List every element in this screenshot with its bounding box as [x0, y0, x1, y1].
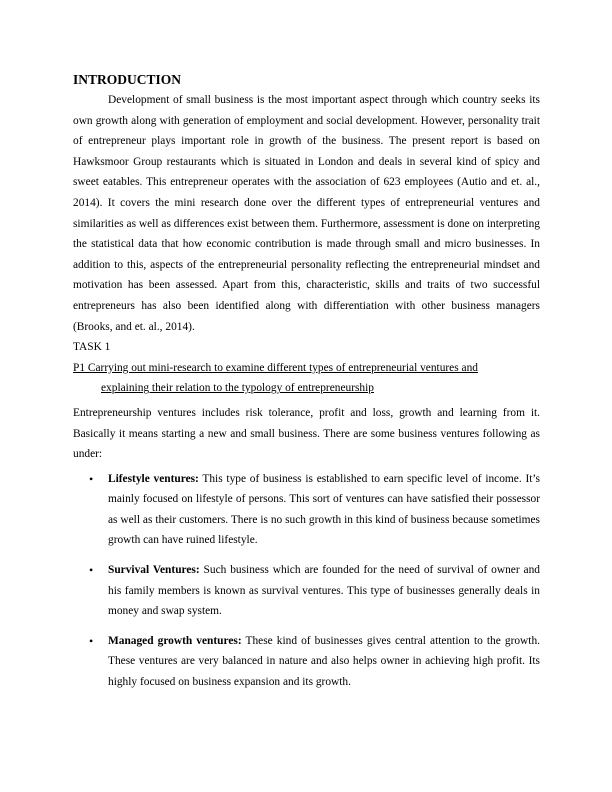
p1-heading-line2: explaining their relation to the typology of entrepreneurship	[101, 382, 374, 395]
list-item-title: Managed growth ventures:	[108, 634, 242, 647]
list-item	[73, 560, 540, 622]
list-item-text: These kind of businesses gives central attention to the growth. These ventures are very balanced in nature and also helps owner in achieving high profit. Its highly focused on business expansion and its growth.	[108, 634, 540, 689]
task-label: TASK 1	[73, 341, 111, 354]
p1-heading-line1: P1 Carrying out mini-research to examine different types of entrepreneurial ventures and	[73, 361, 478, 374]
p1-heading-line2-container	[73, 378, 540, 399]
list-item	[73, 469, 540, 551]
section-heading: INTRODUCTION	[73, 72, 182, 87]
intro-paragraph: Development of small business is the most important aspect through which country seeks its own growth along with generation of employment and social development. However, personality trait of entrepreneur plays important role in growth of the business. The present report is based on Hawksmoor Group restaurants which is situated in London and deals in several kind of spicy and sweet eatables. This entrepreneur operates with the association of 623 employees (Autio and et. al., 2014). It covers the mini research done over the different types of entrepreneurial ventures and similarities as well as differences exist between them. Furthermore, assessment is done on interpreting the statistical data that how economic contribution is made through small and micro businesses. In addition to this, aspects of the entrepreneurial personality reflecting the entrepreneurial mindset and motivation has been assessed. Apart from this, characteristic, skills and traits of two successful entrepreneurs has also been identified along with differentiation with other business managers (Brooks, and et. al., 2014).	[73, 94, 540, 333]
bullet-icon: •	[89, 563, 94, 578]
list-item-text: Such business which are founded for the need of survival of owner and his family members is known as survival ventures. This type of businesses generally deals in money and swap system.	[108, 564, 540, 618]
ventures-intro-paragraph: Entrepreneurship ventures includes risk tolerance, profit and loss, growth and learning from it. Basically it means starting a new and small business. There are some business ventures following as under:	[73, 406, 540, 461]
list-item-title: Lifestyle ventures:	[108, 472, 199, 485]
list-item-text: This type of business is established to earn specific level of income. It’s mainly focused on lifestyle of persons. This sort of ventures can have satisfied their possessor as well as their customers. There is no such growth in this kind of business because sometimes growth can have ruined lifestyle.	[108, 472, 540, 547]
document-body	[73, 71, 540, 702]
bullet-icon: •	[89, 471, 94, 486]
p1-heading	[73, 358, 540, 379]
list-item	[73, 631, 540, 693]
list-item-title: Survival Ventures:	[108, 564, 200, 577]
ventures-list	[73, 469, 540, 693]
bullet-icon: •	[89, 633, 94, 648]
